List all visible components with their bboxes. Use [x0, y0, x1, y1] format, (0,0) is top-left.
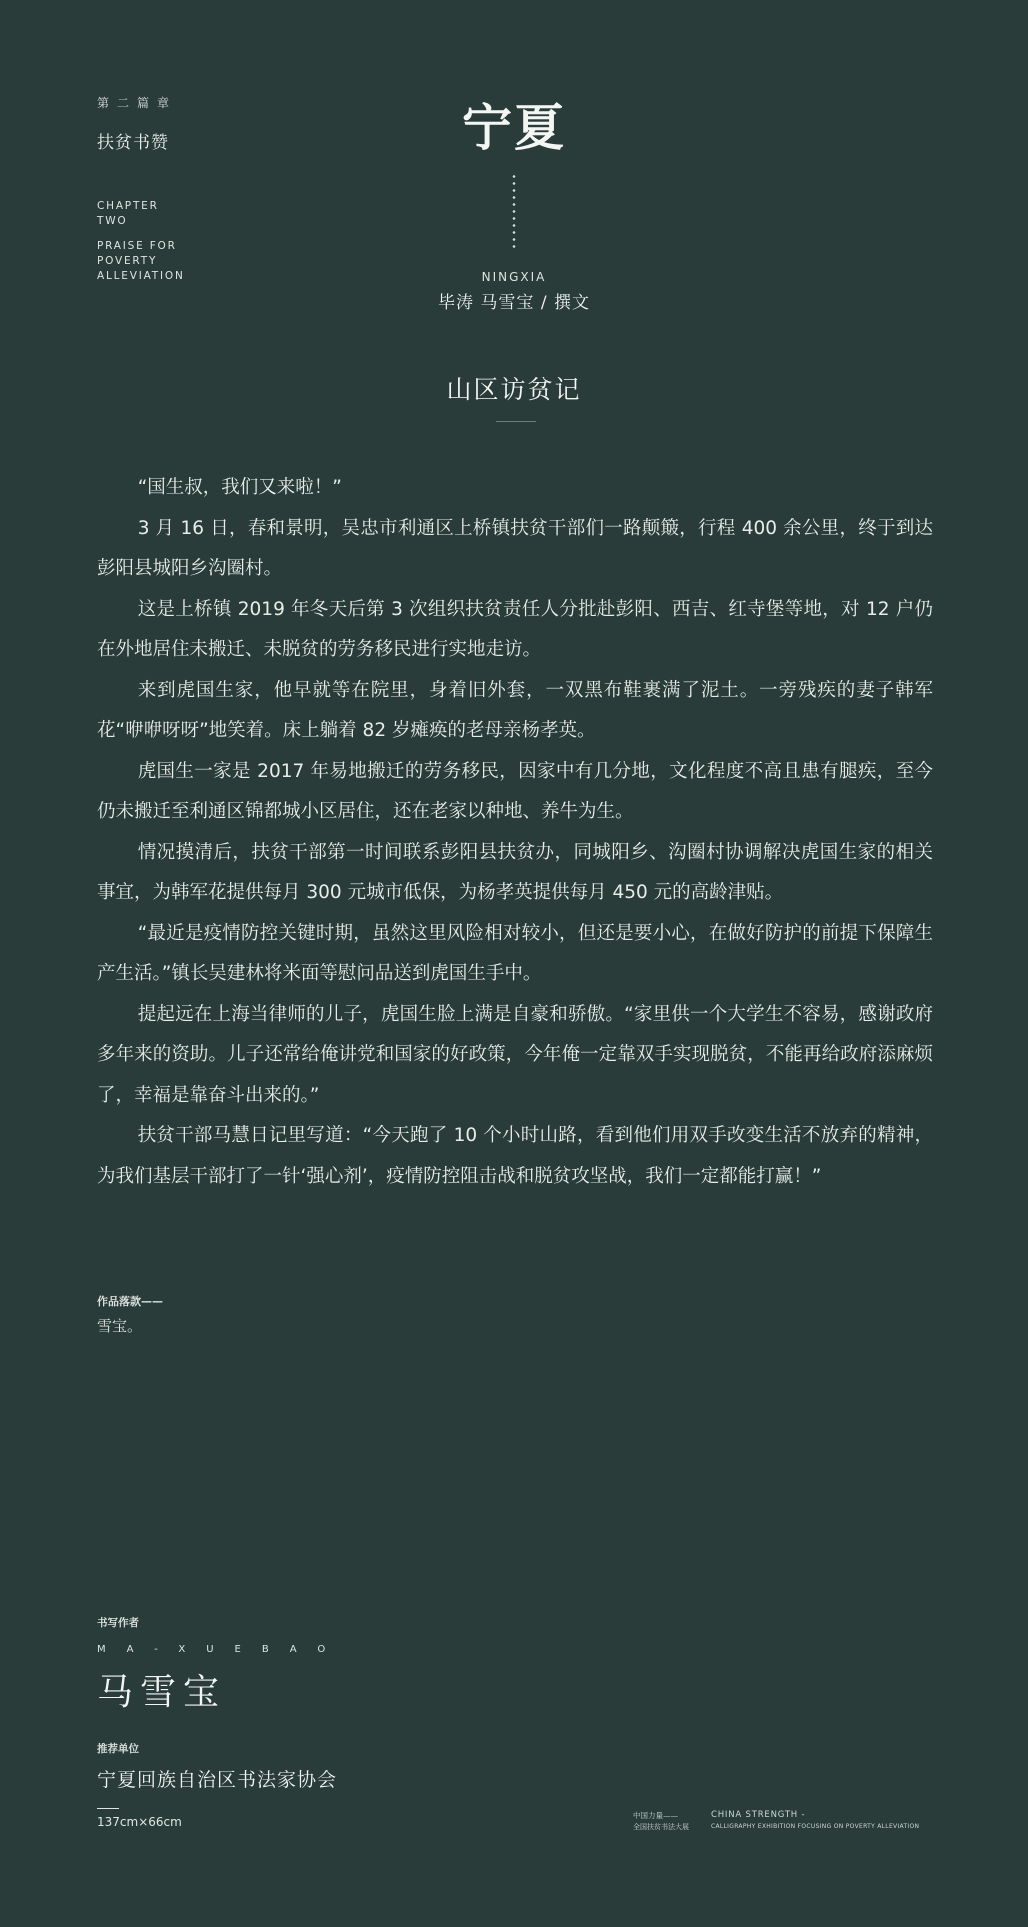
- dotted-divider: [512, 173, 516, 249]
- size-divider: [97, 1808, 119, 1809]
- article-paragraph: 来到虎国生家，他早就等在院里，身着旧外套，一双黑布鞋裹满了泥土。一旁残疾的妻子韩军花“咿咿呀呀”地笑着。床上躺着 82 岁瘫痪的老母亲杨孝英。: [97, 679, 933, 741]
- recommender-org: 宁夏回族自治区书法家协会: [97, 1769, 338, 1791]
- article-title: 山区访贫记: [446, 375, 582, 404]
- article-paragraph: 扶贫干部马慧日记里写道：“今天跑了 10 个小时山路，看到他们用双手改变生活不放弃的精神，为我们基层干部打了一针‘强心剂’，疫情防控阻击战和脱贫攻坚战，我们一定都能打赢！”: [97, 1125, 933, 1187]
- chapter-subtitle-en-line: ALLEVIATION: [97, 270, 185, 282]
- artwork-size: 137cm×66cm: [97, 1815, 182, 1829]
- recommender-label: 推荐单位: [97, 1743, 139, 1755]
- chapter-subtitle-en-line: POVERTY: [97, 255, 158, 267]
- article-paragraph: 虎国生一家是 2017 年易地搬迁的劳务移民，因家中有几分地，文化程度不高且患有腿疾，至今仍未搬迁至利通区锦都城小区居住，还在老家以种地、养牛为生。: [97, 760, 933, 822]
- article-paragraph: “国生叔，我们又来啦！”: [137, 477, 342, 498]
- region-title: 宁夏: [462, 98, 566, 157]
- article-authors: 毕涛 马雪宝 / 撰文: [438, 293, 590, 313]
- article-paragraph: “最近是疫情防控关键时期，虽然这里风险相对较小，但还是要小心，在做好防护的前提下保障生产生活。”镇长吴建林将米面等慰问品送到虎国生手中。: [97, 922, 933, 984]
- article-paragraph: 这是上桥镇 2019 年冬天后第 3 次组织扶贫责任人分批赴彭阳、西吉、红寺堡等地，对 12 户仍在外地居住未搬迁、未脱贫的劳务移民进行实地走访。: [97, 598, 933, 660]
- author-label: 书写作者: [97, 1617, 139, 1629]
- title-underline: [496, 421, 536, 422]
- signature-text: 雪宝。: [97, 1317, 143, 1335]
- footer-en-line2: CALLIGRAPHY EXHIBITION FOCUSING ON POVERTY ALLEVIATION: [711, 1823, 920, 1830]
- chapter-number-cn: 第二篇章: [97, 96, 178, 110]
- article-paragraph: 3 月 16 日，春和景明，吴忠市利通区上桥镇扶贫干部们一路颠簸，行程 400 余公里，终于到达彭阳县城阳乡沟圈村。: [97, 517, 933, 579]
- chapter-number-en-line: TWO: [97, 215, 128, 227]
- chapter-subtitle-en-line: PRAISE FOR: [97, 240, 177, 252]
- author-name: 马雪宝: [97, 1672, 227, 1713]
- chapter-number-en-line: CHAPTER: [97, 200, 159, 212]
- author-pinyin: MA-XUEBAO: [97, 1644, 347, 1655]
- article-paragraph: 提起远在上海当律师的儿子，虎国生脸上满是自豪和骄傲。“家里供一个大学生不容易，感谢政府多年来的资助。儿子还常给俺讲党和国家的好政策，今年俺一定靠双手实现脱贫，不能再给政府添麻烦了，幸福是靠奋斗出来的。”: [97, 1003, 933, 1106]
- signature-label: 作品落款——: [97, 1295, 163, 1308]
- chapter-number-en: [97, 199, 159, 229]
- chapter-subtitle-cn: 扶贫书赞: [97, 133, 169, 153]
- region-title-en: NINGXIA: [481, 270, 547, 284]
- article-body: [97, 468, 933, 1197]
- article-paragraph: 情况摸清后，扶贫干部第一时间联系彭阳县扶贫办，同城阳乡、沟圈村协调解决虎国生家的相关事宜，为韩军花提供每月 300 元城市低保，为杨孝英提供每月 450 元的高龄津贴。: [97, 841, 933, 903]
- footer-cn-line1: 中国力量——: [633, 1811, 678, 1820]
- footer-en-line1: CHINA STRENGTH -: [711, 1810, 806, 1820]
- footer-cn-line2: 全国扶贫书法大展: [633, 1823, 689, 1831]
